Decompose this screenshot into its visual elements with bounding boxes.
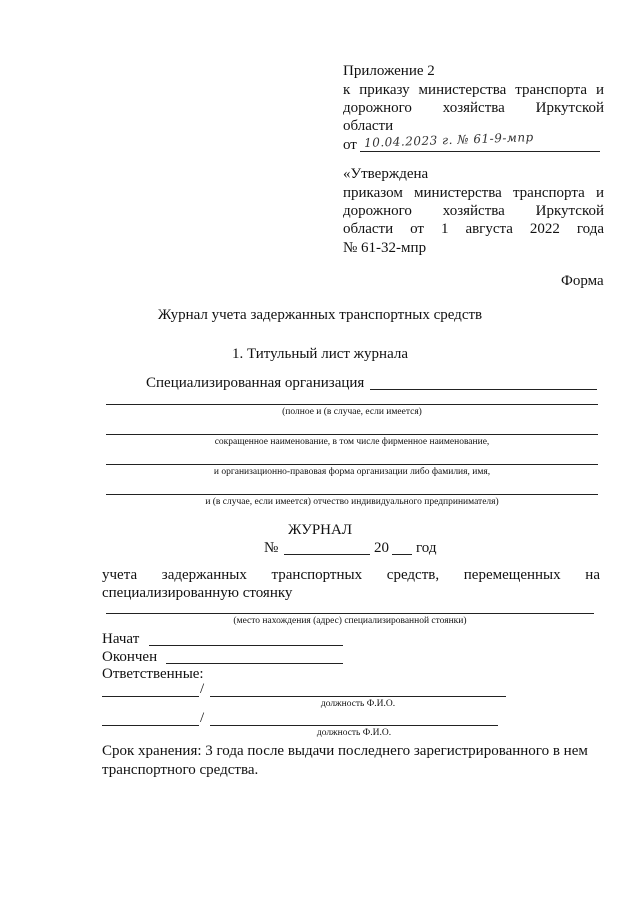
- appendix-line-2: дорожного хозяйства Иркутской: [343, 100, 604, 116]
- handwritten-date: 10.04.2023 г. № 61-9-мпр: [363, 130, 534, 150]
- appendix-line-1: к приказу министерства транспорта и: [343, 82, 604, 98]
- approved-line-0: «Утверждена: [343, 166, 429, 182]
- form-label: Форма: [561, 273, 604, 289]
- document-title: Журнал учета задержанных транспортных средств: [157, 307, 483, 323]
- journal-heading: ЖУРНАЛ: [287, 522, 353, 538]
- approved-line-2: дорожного хозяйства Иркутской: [343, 203, 604, 219]
- org-form-line: [106, 464, 598, 465]
- org-hint-1: (полное и (в случае, если имеется): [282, 407, 422, 417]
- approved-line-4: № 61-32-мпр: [343, 240, 427, 256]
- responsible-1-hint: должность Ф.И.О.: [320, 699, 396, 709]
- responsible-1-name-line: [210, 696, 506, 697]
- approved-line-3: области от 1 августа 2022 года: [343, 221, 604, 237]
- responsible-2-position-line: [102, 725, 199, 726]
- responsible-2-name-line: [210, 725, 498, 726]
- org-hint-2: сокращенное наименование, в том числе фирменное наименование,: [214, 437, 490, 447]
- approved-line-1: приказом министерства транспорта и: [343, 185, 604, 201]
- started-line: [149, 645, 343, 646]
- appendix-date-prefix: от: [343, 137, 357, 153]
- org-hint-3: и организационно-правовая форма организации либо фамилия, имя,: [213, 467, 491, 477]
- org-line: [370, 389, 597, 390]
- responsible-2-slash: /: [200, 710, 205, 726]
- org-hint-4: и (в случае, если имеется) отчество индивидуального предпринимателя): [205, 497, 499, 507]
- responsible-1-position-line: [102, 696, 199, 697]
- org-short-name-line: [106, 434, 598, 435]
- org-full-name-line: [106, 404, 598, 405]
- parking-address-line: [106, 613, 594, 614]
- responsible-1-slash: /: [200, 681, 205, 697]
- appendix-title: Приложение 2: [343, 63, 435, 79]
- ended-label: Окончен: [102, 649, 158, 665]
- journal-year-suffix: год: [416, 540, 437, 556]
- responsible-2-hint: должность Ф.И.О.: [316, 728, 392, 738]
- purpose-line-1: учета задержанных транспортных средств, перемещенных на: [102, 567, 600, 583]
- appendix-line-3: области: [343, 118, 394, 134]
- responsible-label: Ответственные:: [102, 666, 204, 682]
- purpose-line-2: специализированную стоянку: [102, 585, 293, 601]
- started-label: Начат: [102, 631, 140, 647]
- journal-number-sign: №: [264, 540, 279, 556]
- storage-line-1: Срок хранения: 3 года после выдачи последнего зарегистрированного в нем: [102, 743, 588, 759]
- parking-address-hint: (место нахождения (адрес) специализированной стоянки): [233, 616, 467, 626]
- journal-year-prefix: 20: [374, 540, 389, 556]
- org-patronymic-line: [106, 494, 598, 495]
- journal-year-line: [392, 554, 412, 555]
- journal-number-line: [284, 554, 370, 555]
- appendix-date-line: [360, 151, 600, 152]
- section-title: 1. Титульный лист журнала: [231, 346, 409, 362]
- org-label: Специализированная организация: [146, 375, 365, 391]
- ended-line: [166, 663, 343, 664]
- storage-line-2: транспортного средства.: [102, 762, 259, 778]
